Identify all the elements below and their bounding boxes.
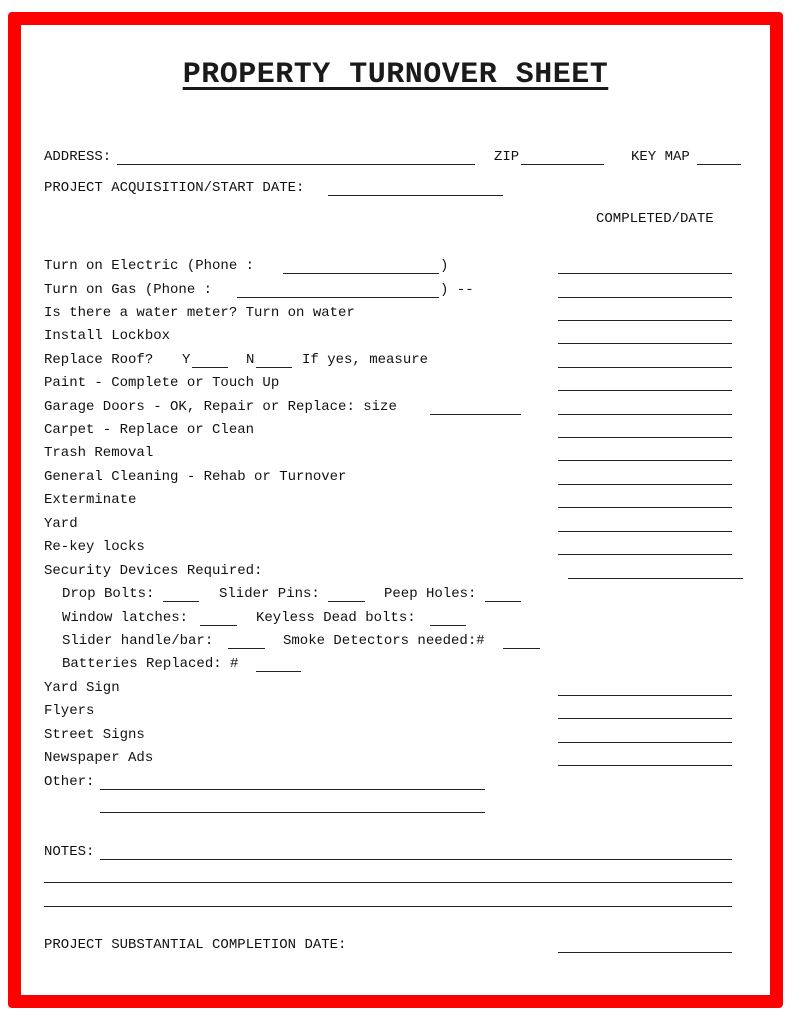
page-title: PROPERTY TURNOVER SHEET: [182, 58, 609, 92]
item-garage-label: Garage Doors - OK, Repair or Replace: size: [44, 399, 397, 415]
roof-yes-field[interactable]: [192, 367, 228, 368]
notes-line-3[interactable]: [44, 906, 732, 907]
item-gas-close: ) --: [440, 282, 474, 298]
address-label: ADDRESS:: [44, 149, 112, 165]
start-date-label: PROJECT ACQUISITION/START DATE:: [44, 180, 305, 196]
item-street-signs-label: Street Signs: [44, 727, 145, 743]
item-roof-label: Replace Roof?: [44, 352, 154, 368]
item-yard-label: Yard: [44, 516, 78, 532]
notes-label: NOTES:: [44, 844, 95, 860]
street-signs-completed-field[interactable]: [558, 742, 732, 743]
item-flyers-label: Flyers: [44, 703, 95, 719]
water-completed-field[interactable]: [558, 320, 732, 321]
lockbox-completed-field[interactable]: [558, 343, 732, 344]
security-completed-field[interactable]: [568, 578, 743, 579]
key-map-label: KEY MAP: [631, 149, 690, 165]
flyers-completed-field[interactable]: [558, 718, 732, 719]
drop-bolts-label: Drop Bolts:: [62, 586, 155, 602]
rekey-completed-field[interactable]: [558, 554, 732, 555]
other-field-line-2[interactable]: [100, 812, 485, 813]
paint-completed-field[interactable]: [558, 390, 732, 391]
item-exterminate-label: Exterminate: [44, 492, 137, 508]
item-cleaning-label: General Cleaning - Rehab or Turnover: [44, 469, 347, 485]
item-carpet-label: Carpet - Replace or Clean: [44, 422, 255, 438]
item-gas-label: Turn on Gas (Phone :: [44, 282, 213, 298]
roof-no-field[interactable]: [256, 367, 292, 368]
newspaper-completed-field[interactable]: [558, 765, 732, 766]
gas-completed-field[interactable]: [558, 297, 732, 298]
roof-no-label: N: [246, 352, 255, 368]
cleaning-completed-field[interactable]: [558, 484, 732, 485]
zip-field[interactable]: [521, 164, 604, 165]
completion-date-label: PROJECT SUBSTANTIAL COMPLETION DATE:: [44, 937, 347, 953]
item-other-label: Other:: [44, 774, 95, 790]
address-field[interactable]: [117, 164, 475, 165]
garage-size-field[interactable]: [430, 414, 521, 415]
trash-completed-field[interactable]: [558, 460, 732, 461]
batteries-label: Batteries Replaced: #: [62, 656, 239, 672]
completion-date-field[interactable]: [558, 952, 732, 953]
notes-line-1[interactable]: [100, 859, 732, 860]
item-water-label: Is there a water meter? Turn on water: [44, 305, 355, 321]
other-field-line-1[interactable]: [100, 789, 485, 790]
item-electric-close: ): [440, 258, 449, 274]
window-latches-label: Window latches:: [62, 610, 189, 626]
slider-handle-field[interactable]: [228, 648, 265, 649]
yard-completed-field[interactable]: [558, 531, 732, 532]
exterminate-completed-field[interactable]: [558, 507, 732, 508]
electric-completed-field[interactable]: [558, 273, 732, 274]
peep-holes-field[interactable]: [485, 601, 521, 602]
roof-yes-label: Y: [182, 352, 191, 368]
item-trash-label: Trash Removal: [44, 445, 154, 461]
item-paint-label: Paint - Complete or Touch Up: [44, 375, 280, 391]
slider-pins-field[interactable]: [328, 601, 365, 602]
item-lockbox-label: Install Lockbox: [44, 328, 171, 344]
completed-date-heading: COMPLETED/DATE: [596, 211, 714, 227]
gas-phone-field[interactable]: [237, 297, 439, 298]
item-electric-label: Turn on Electric (Phone :: [44, 258, 255, 274]
item-security-label: Security Devices Required:: [44, 563, 263, 579]
window-latches-field[interactable]: [200, 625, 237, 626]
slider-handle-label: Slider handle/bar:: [62, 633, 214, 649]
item-yard-sign-label: Yard Sign: [44, 680, 120, 696]
item-rekey-label: Re-key locks: [44, 539, 145, 555]
item-newspaper-label: Newspaper Ads: [44, 750, 154, 766]
batteries-field[interactable]: [256, 671, 301, 672]
slider-pins-label: Slider Pins:: [219, 586, 320, 602]
start-date-field[interactable]: [328, 195, 503, 196]
smoke-detectors-field[interactable]: [503, 648, 540, 649]
carpet-completed-field[interactable]: [558, 437, 732, 438]
keyless-label: Keyless Dead bolts:: [256, 610, 416, 626]
peep-holes-label: Peep Holes:: [384, 586, 477, 602]
roof-measure-label: If yes, measure: [302, 352, 429, 368]
yard-sign-completed-field[interactable]: [558, 695, 732, 696]
drop-bolts-field[interactable]: [163, 601, 199, 602]
keyless-field[interactable]: [430, 625, 466, 626]
zip-label: ZIP: [494, 149, 520, 165]
key-map-field[interactable]: [697, 164, 741, 165]
smoke-detectors-label: Smoke Detectors needed:#: [283, 633, 485, 649]
roof-completed-field[interactable]: [558, 367, 732, 368]
electric-phone-field[interactable]: [283, 273, 439, 274]
notes-line-2[interactable]: [44, 882, 732, 883]
garage-completed-field[interactable]: [558, 414, 732, 415]
